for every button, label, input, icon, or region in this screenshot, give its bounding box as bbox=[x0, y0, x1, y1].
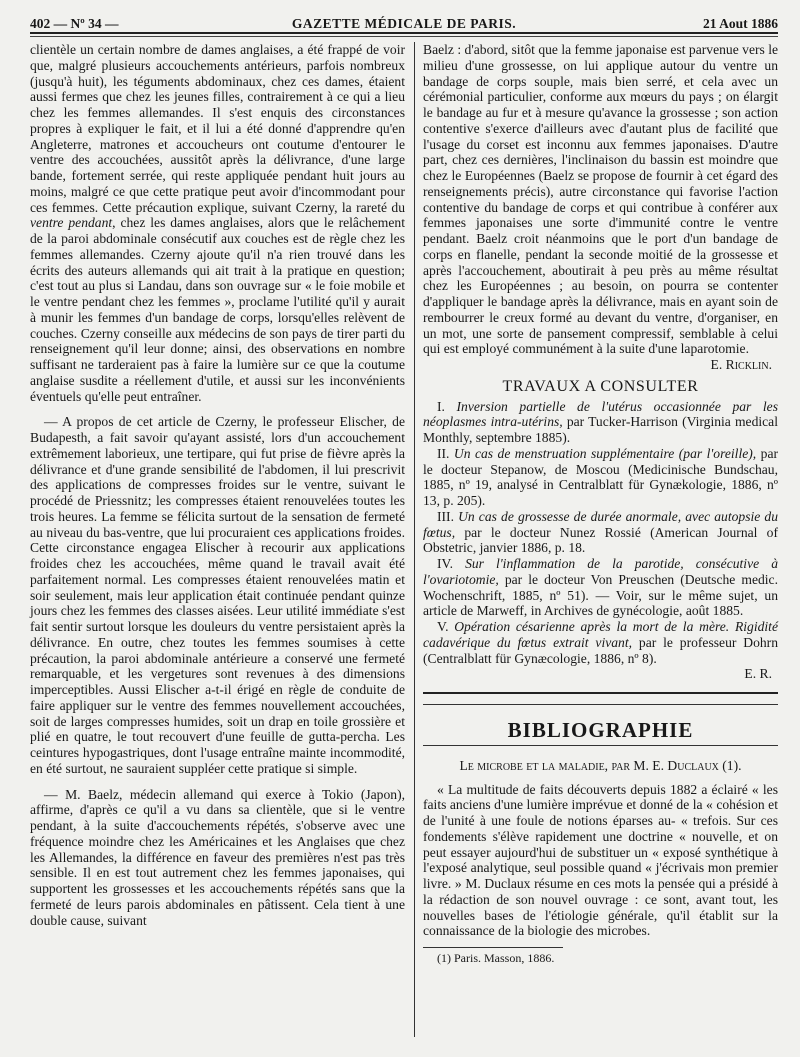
left-column bbox=[30, 42, 405, 928]
book-review-text: « La multitude de faits découverts depuis 1882 a éclairé « les faits anciens d'une lumière imprévue et donné de la « cohésion et de l'unité à une foule de notions éparses au- « trefois. Sur ces fondements s'élève rapidement une doctrine « nouvelle, et on peut essayer aujourd'hui de substituer un « exposé synthétique à l'exposé analytique, seul possible quand « j'écrivais mon premier livre. » M. Duclaux résume en ces mots la pensée qui a présidé à la rédaction de son nouvel ouvrage : ce sont, avant tout, les nouvelles bases de l'étiologie générale, qu'il établit sur la connaissance de la biologie des microbes. bbox=[423, 781, 778, 939]
paragraph-baelz-cont: Baelz : d'abord, sitôt que la femme japonaise est parvenue vers le milieu d'une grossesse, on lui applique autour du ventre un bandage de corps souple, mais bien serré, et cela avec un cérémonial particulier, conforme aux mœurs du pays ; on élargit le bandage au fur et à mesure qu'avance la grossesse ; son action contentive s'exerce d'ailleurs avec d'autant plus de facilité que l'usage du corset est inconnu aux femmes japonaises. D'autre part, chez ces dernières, l'inclinaison du bassin est moindre que chez le Européennes (Baelz se propose de fournir à cet égard des renseignements précis), autre circonstance qui favorise l'action contentive du bandage de corps et qui contribue à conférer aux femmes japonaises une sorte d'immunité contre le ventre pendant. Baelz croit néanmoins que le port d'un bandage de corps en flanelle, pendant la seconde moitié de la grossesse et après l'accouchement, aboutirait à peu près au même résultat chez les Européennes ; au besoin, on pourra se contenter d'appliquer le bandage après la délivrance, mais en ayant soin de rembourrer le creux formé au devant du ventre, d'organiser, en un mot, une sorte de pansement compressif, semblable à celui qui est employé communément à la suite d'une laparotomie. bbox=[423, 42, 779, 357]
reference-item: II. Un cas de menstruation supplémentaire (par l'oreille), par le docteur Stepanow, de Moscou (Medicinische Bundschau, 1885, nº 19, analysé in Centralblatt für Gynækologie, 1886, nº 13, p. 205). bbox=[423, 445, 778, 508]
section-title-travaux: TRAVAUX A CONSULTER bbox=[502, 377, 699, 395]
right-column bbox=[423, 42, 778, 967]
footnote-rule bbox=[423, 947, 563, 948]
reference-list bbox=[423, 399, 778, 667]
journal-title: GAZETTE MÉDICALE DE PARIS. bbox=[291, 16, 517, 31]
reference-item: I. Inversion partielle de l'utérus occasionnée par les néoplasmes intra-utérins, par Tucker-Harrison (Virginia medical Monthly, septembre 1885). bbox=[423, 398, 778, 445]
paragraph-czerny: clientèle un certain nombre de dames anglaises, a été frappé de voir que, malgré plusieurs accouchements antérieurs, parfois nombreux (jusqu'à huit), les téguments abdominaux, chez ces dames, étaient aussi fermes que chez les jeunes filles, contrairement à ce qui a lieu chez les femmes allemandes. Il s'est enquis des circonstances propres à expliquer le fait, et il lui a été donné d'apprendre qu'en Angleterre, matrones et accoucheurs ont coutume d'entourer le ventre des accouchées, aussitôt après la délivrance, d'une large bande, fortement serrée, qui reste appliquée pendant huit jours au moins, malgré ce que cette pratique peut avoir d'incommodant pour ces femmes. Cette précaution explique, suivant Czerny, la rareté du ventre pendant, chez les dames anglaises, alors que le relâchement de la paroi abdominale consécutif aux couches est de règle chez les femmes allemandes. Czerny ajoute qu'il n'a rien trouvé dans les écrits des auteurs allemands qui ait trait à la pratique en question; c'est tout au plus si Landau, dans son ouvrage sur « le foie mobile et le ventre pendant chez les femmes », proclame l'utilité qu'il y aurait à munir les femmes d'un bandage de corps, lorsqu'elles relèvent de couches. Czerny conseille aux médecins de son pays de tirer parti du renseignement qu'il leur donne; ainsi, des observations en nombre suffisant ne tarderaient pas à faire la lumière sur ce que la coutume anglaise susdite a réellement d'utile, et aussi sur les inconvénients éventuels qu'elle peut entraîner. bbox=[30, 42, 405, 404]
page-header bbox=[30, 10, 778, 34]
book-review-title: Le microbe et la maladie, par M. E. Duclaux (1). bbox=[459, 757, 742, 773]
reference-item: III. Un cas de grossesse de durée anormale, avec autopsie du fœtus, par le docteur Nunez Rossié (American Journal of Obstetric, janvier 1886, p. 18. bbox=[423, 508, 778, 556]
header-rule bbox=[30, 32, 778, 34]
reference-item: IV. Sur l'inflammation de la parotide, consécutive à l'ovariotomie, par le docteur Von Preuschen (Deutsche medic. Wochenschrift, 1885, nº 51). — Voir, sur le même sujet, un article de Marweff, in Archives de gynécologie, août 1885. bbox=[423, 556, 778, 619]
section-title-bibliographie: BIBLIOGRAPHIE bbox=[423, 704, 778, 746]
issue-date: 21 Aout 1886 bbox=[702, 16, 778, 31]
italic-term: ventre pendant bbox=[30, 215, 113, 231]
reference-item: V. Opération césarienne après la mort de la mère. Rigidité cadavérique du fœtus extrait vivant, par le professeur Dohrn (Centralblatt für Gynæcologie, 1886, nº 8). bbox=[423, 619, 778, 666]
section-rule bbox=[423, 692, 778, 694]
author-initials: E. R. bbox=[744, 666, 772, 682]
header-rule-thin bbox=[30, 36, 778, 37]
paragraph-elischer: — A propos de cet article de Czerny, le professeur Elischer, de Budapesth, a fait savoir qu'ayant assisté, lors d'un accouchement extrêmement laborieux, une tertipare, qui fut prise de fièvre après la délivrance et d'une grande sensibilité de l'abdomen, il lui prescrivit des applications de compresses froides sur le ventre, suivant le procédé de Priessnitz; les compresses étaient renouvelées toutes les trois heures. La femme se félicita surtout de la sensation de fermeté au niveau du bas-ventre, que lui procuraient ces applications froides. Cette circonstance engagea Elischer à recourir aux applications froides chez les accouchées, même quand le travail avait été parfaitement normal. Les compresses étaient renouvelées matin et soir seulement, mais leur application était continuée pendant quinze jours chez les femmes des classes aisées. Leur utilité immédiate s'est fait sentir surtout lorsque les douleurs du ventre persistaient après la délivrance. En outre, chez toutes les femmes soumises à cette précaution, la paroi abdominale antérieure a conservé une fermeté remarquable, et les vergetures sont revenues à des dimensions imperceptibles. Aussi Elischer a-t-il érigé en règle de conduite de faire appliquer sur le ventre des femmes nouvellement accouchées, soit de larges compresses humides, soit un drap en toile grossière et plié en quatre, le tout recouvert d'une feuille de gutta-percha. Les ceintures hypogastriques, dont l'usage entraîne mainte incommodité, en été surtout, ne sauraient suppléer cette pratique si simple. bbox=[30, 414, 405, 776]
author-signature: E. Ricklin. bbox=[710, 357, 772, 372]
page-number: 402 — Nº 34 — bbox=[30, 16, 119, 31]
column-divider bbox=[414, 42, 415, 1037]
paragraph-baelz: — M. Baelz, médecin allemand qui exerce à Tokio (Japon), affirme, d'après ce qu'il a vu dans sa clientèle, que si le ventre pendant, à la suite d'accouchements répétés, s'observe avec une fréquence moindre chez les Américaines et les Anglaises que chez les Allemandes, la différence en faveur des premières n'est pas très sensible. Il en est tout autrement chez les femmes japonaises, qui supportent les grossesses et les accouchements répétés sans que la fermeté de leurs parois abdominales en pâtissent. Cela tient à une double cause, suivant bbox=[30, 786, 405, 928]
footnote: (1) Paris. Masson, 1886. bbox=[437, 951, 555, 965]
